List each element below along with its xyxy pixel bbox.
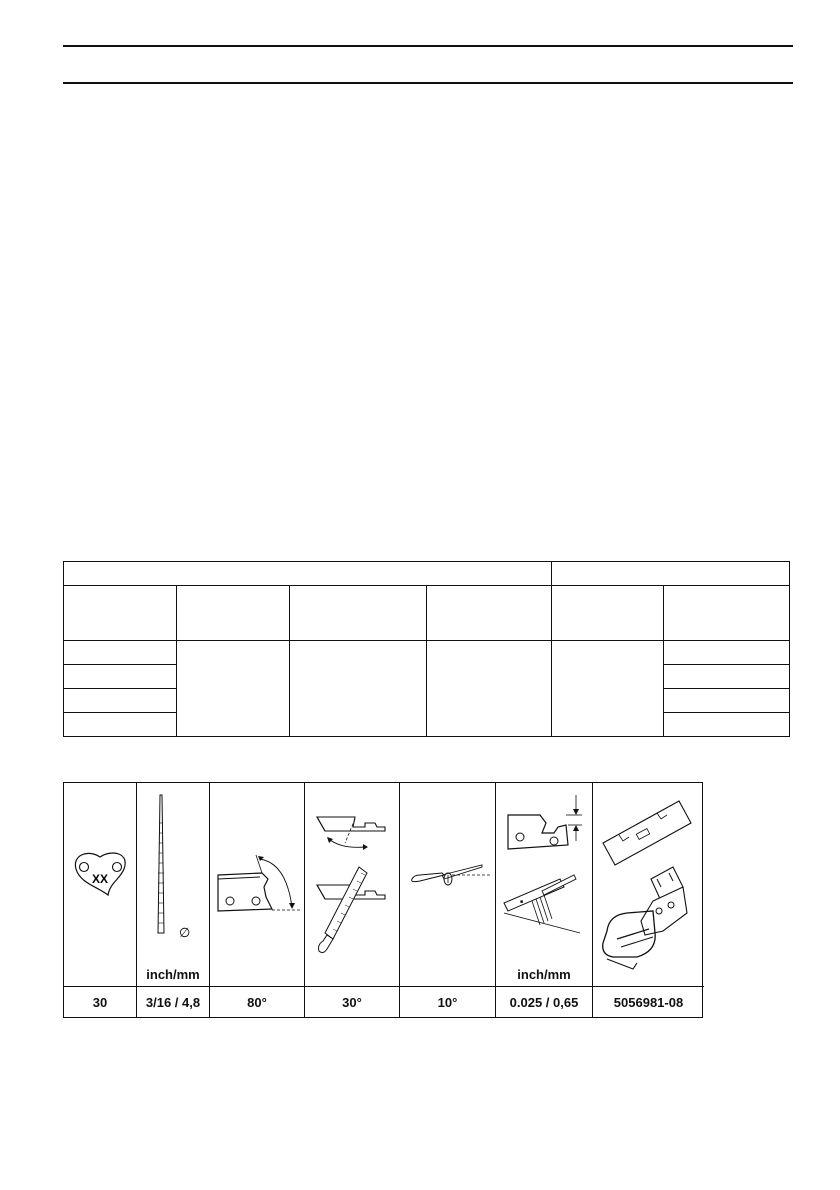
file-gauge-cell: [593, 783, 704, 986]
spec-header-cell: [552, 586, 664, 641]
svg-text:■: ■: [520, 899, 524, 905]
header-rule-bottom: [63, 82, 793, 84]
spec-table-group-header: [64, 562, 790, 586]
spec-header-cell: [177, 586, 290, 641]
spec-merged-cell: [177, 641, 290, 737]
spec-cell: [64, 665, 177, 689]
cutter-angle-illustration: [210, 783, 305, 986]
side-angle-cell: [305, 783, 400, 986]
tilt-angle-value: 10°: [400, 986, 496, 1017]
spec-cell: [664, 713, 790, 737]
spec-header-cell: [427, 586, 552, 641]
depth-gauge-cell: [496, 783, 593, 986]
file-angle-illustration: [305, 783, 400, 986]
top-plate-angle-cell: [210, 783, 305, 986]
sharpening-tool-table: [63, 782, 703, 1018]
spec-header-cell: [64, 586, 177, 641]
header-rule-top: [63, 45, 793, 47]
spec-cell: [664, 641, 790, 665]
spec-cell: [664, 689, 790, 713]
depth-gauge-value: 0.025 / 0,65: [496, 986, 593, 1017]
file-tilt-illustration: [400, 783, 496, 986]
spec-table-header: [64, 586, 790, 641]
chain-mark-cell: [64, 783, 137, 986]
chain-mark-label: XX: [91, 872, 109, 886]
spec-header-cell: [290, 586, 427, 641]
spec-merged-cell: [552, 641, 664, 737]
depth-gauge-unit-label: inch/mm: [517, 967, 571, 982]
spec-cell: [664, 665, 790, 689]
diameter-symbol: ∅: [179, 926, 191, 941]
file-diameter-value: 3/16 / 4,8: [137, 986, 210, 1017]
top-plate-angle-value: 80°: [210, 986, 305, 1017]
spec-table: [63, 561, 790, 737]
file-unit-label: inch/mm: [146, 967, 200, 982]
depth-gauge-illustration: [496, 783, 593, 986]
chain-mark-illustration: [64, 783, 137, 986]
spec-group-cell: [64, 562, 552, 586]
file-gauge-illustration: [593, 783, 704, 986]
spec-merged-cell: [427, 641, 552, 737]
table-row: [64, 641, 790, 665]
file-diameter-cell: [137, 783, 210, 986]
file-gauge-part-number: 5056981-08: [593, 986, 704, 1017]
spec-cell: [64, 689, 177, 713]
spec-header-cell: [664, 586, 790, 641]
spec-group-cell: [552, 562, 790, 586]
spec-cell: [64, 713, 177, 737]
spec-merged-cell: [290, 641, 427, 737]
chain-code-value: 30: [64, 986, 137, 1017]
round-file-illustration: [137, 783, 210, 986]
tilt-angle-cell: [400, 783, 496, 986]
side-angle-value: 30°: [305, 986, 400, 1017]
spec-cell: [64, 641, 177, 665]
